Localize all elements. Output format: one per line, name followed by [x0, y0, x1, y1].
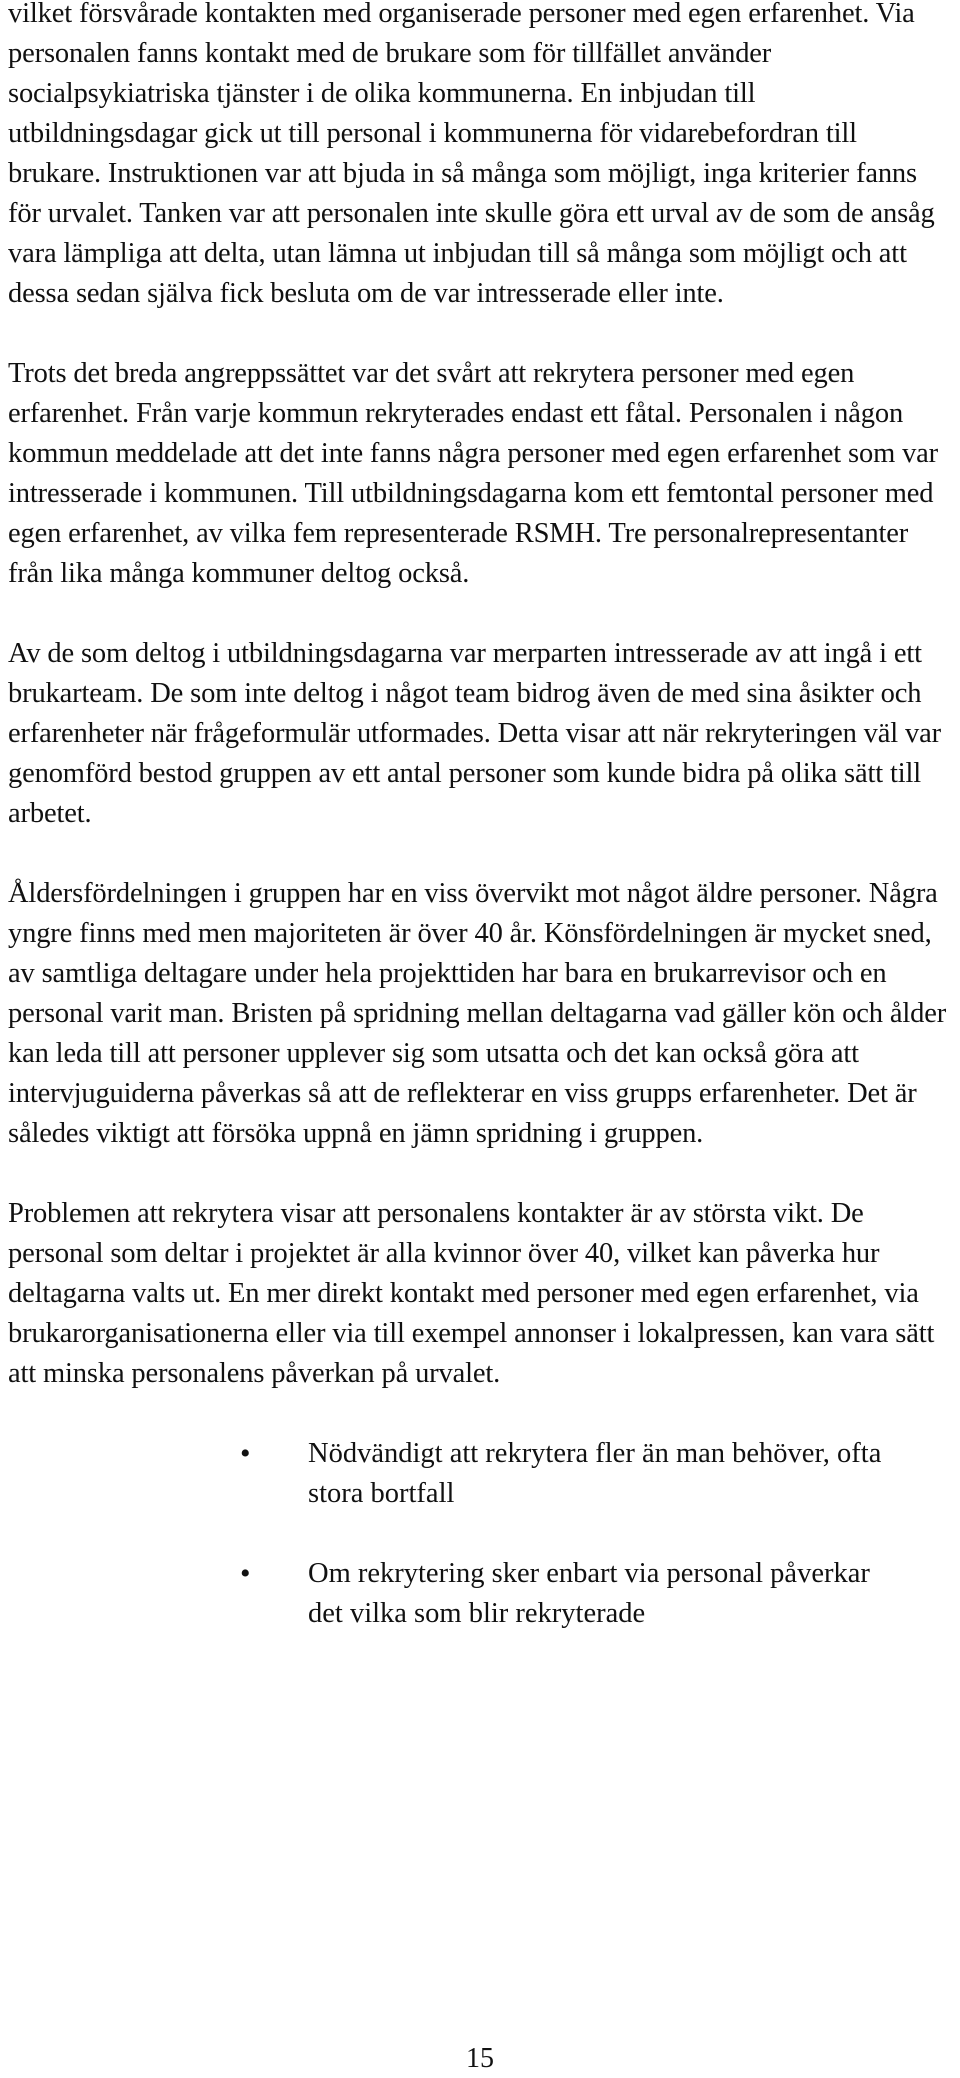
document-body [8, 0, 948, 1674]
bullet-text: Nödvändigt att rekrytera fler än man behöver, ofta stora bortfall [308, 1438, 882, 1509]
paragraph-recruitment-difficulty: Trots det breda angreppssättet var det svårt att rekrytera personer med egen erfarenhet. Från varje kommun rekryterades endast ett fåtal. Personalen i någon kommun meddelade att det inte fanns några personer med egen erfarenhet som var intresserade i kommunen. Till utbildningsdagarna kom ett femtontal personer med egen erfarenhet, av vilka fem representerade RSMH. Tre personalrepresentanter från lika många kommuner deltog också. [8, 358, 939, 589]
paragraph-recruitment-problems: Problemen att rekrytera visar att personalens kontakter är av största vikt. De personal som deltar i projektet är alla kvinnor över 40, vilket kan påverka hur deltagarna valts ut. En mer direkt kontakt med personer med egen erfarenhet, via brukarorganisationerna eller via till exempel annonser i lokalpressen, kan vara sätt att minska personalens påverkan på urvalet. [8, 1198, 935, 1389]
bullet-dot-icon: • [240, 1437, 251, 1470]
bullet-dot-icon: • [240, 1557, 251, 1590]
page-number: 15 [466, 2043, 494, 2074]
bullet-item [8, 1554, 948, 1634]
bullet-item [8, 1434, 948, 1514]
paragraph-recruitment-method: vilket försvårade kontakten med organiserade personer med egen erfarenhet. Via personalen fanns kontakt med de brukare som för tillfället använder socialpsykiatriska tjänster i de olika kommunerna. En inbjudan till utbildningsdagar gick ut till personal i kommunerna för vidarebefordran till brukare. Instruktionen var att bjuda in så många som möjligt, inga kriterier fanns för urvalet. Tanken var att personalen inte skulle göra ett urval av de som de ansåg vara lämpliga att delta, utan lämna ut inbjudan till så många som möjligt och att dessa sedan själva fick besluta om de var intresserade eller inte. [8, 0, 935, 309]
bullet-list [8, 1434, 948, 1634]
paragraph-team-participation: Av de som deltog i utbildningsdagarna var merparten intresserade av att ingå i ett brukarteam. De som inte deltog i något team bidrog även de med sina åsikter och erfarenheter när frågeformulär utformades. Detta visar att när rekryteringen väl var genomförd bestod gruppen av ett antal personer som kunde bidra på olika sätt till arbetet. [8, 638, 941, 829]
bullet-text: Om rekrytering sker enbart via personal påverkar det vilka som blir rekryterade [308, 1558, 870, 1629]
paragraph-age-gender-distribution: Åldersfördelningen i gruppen har en viss övervikt mot något äldre personer. Några yngre finns med men majoriteten är över 40 år. Könsfördelningen är mycket sned, av samtliga deltagare under hela projekttiden har bara en brukarrevisor och en personal varit man. Bristen på spridning mellan deltagarna vad gäller kön och ålder kan leda till att personer upplever sig som utsatta och det kan också göra att intervjuguiderna påverkas så att de reflekterar en viss grupps erfarenheter. Det är således viktigt att försöka uppnå en jämn spridning i gruppen. [8, 878, 947, 1149]
